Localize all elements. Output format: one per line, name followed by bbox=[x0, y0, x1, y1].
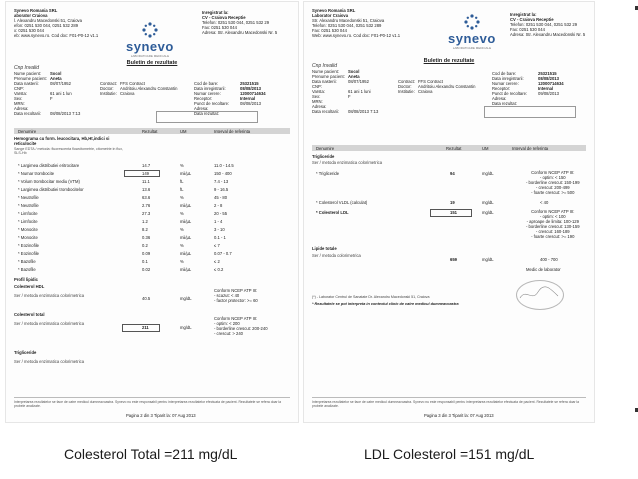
patient-info bbox=[14, 65, 290, 116]
cell-value: 0.2 bbox=[142, 243, 148, 248]
header-name: Denumire bbox=[316, 145, 335, 151]
patient-label: CNP: bbox=[14, 86, 25, 91]
cell-unit: fL bbox=[180, 179, 184, 184]
contract-label: Institutie: bbox=[100, 91, 117, 96]
lab-header-line: Synevo Romania SRL bbox=[312, 8, 356, 13]
registration-line: CV - Craiova Receptie bbox=[202, 15, 246, 20]
code-label: Data rezultat: bbox=[492, 101, 517, 106]
section-title: Hemograma cu form. leucocitara, Hb,Ht,indici si reticulocite bbox=[14, 136, 110, 146]
table-row bbox=[14, 234, 290, 242]
patient-label: MRN: bbox=[312, 99, 323, 104]
cell-value: 63.6 bbox=[142, 195, 151, 200]
table-row bbox=[14, 170, 290, 178]
lab-header-line: Str. Alexandru Macedonski 51, Craiova bbox=[312, 18, 385, 23]
hdl-ref-line: - scazut: < 40 bbox=[214, 293, 240, 298]
cell-unit: % bbox=[180, 259, 184, 264]
contract-label: Contract: bbox=[398, 79, 415, 84]
synevo-logo bbox=[448, 14, 496, 50]
report-footer: Interpretarea rezultatelor se face de catre medicul dumneavoastra. Synevo nu este responsabil pentru interpretarea rezultatelor efectuata de pacient. Rezultatele se refera doar la probele analizate. bbox=[14, 397, 290, 408]
contract-label: Doctor: bbox=[398, 84, 412, 89]
table-row bbox=[14, 162, 290, 170]
code-label: Receptor: bbox=[492, 86, 511, 91]
code-label: Receptor: bbox=[194, 96, 213, 101]
registration-line: Adresa: Str. Alexandru Macedonski Nr. 5 bbox=[510, 32, 586, 37]
patient-label: Varsta: bbox=[14, 91, 27, 96]
synevo-logo bbox=[126, 22, 174, 58]
registration-header bbox=[202, 10, 277, 35]
institution: Craiova bbox=[120, 91, 135, 96]
patient-label: MRN: bbox=[14, 101, 25, 106]
cell-ref: 1 - 4 bbox=[214, 219, 223, 224]
cell-value: 13.6 bbox=[142, 187, 151, 192]
triglyceride-name: * Trigliceride bbox=[316, 171, 340, 176]
lab-header bbox=[14, 8, 98, 38]
lab-report-page-2 bbox=[6, 2, 298, 422]
triglyceride-reference bbox=[526, 170, 580, 195]
cell-name: * Volum trombocitar mediu (VTM) bbox=[18, 179, 80, 184]
cell-name: * Monocite bbox=[18, 227, 38, 232]
lab-header-line: Telefon: 0251 530 044, 0251 532 289 bbox=[312, 23, 382, 28]
lipids-value: 659 bbox=[450, 257, 457, 262]
patient-label: Sex: bbox=[312, 94, 321, 99]
patient-first-name: Aneta bbox=[348, 74, 360, 79]
total-cholesterol-block bbox=[14, 312, 290, 336]
patient-name: Socol bbox=[348, 69, 360, 74]
cnp-invalid-label: Cnp Invalid bbox=[14, 65, 40, 71]
cell-value: 8.2 bbox=[142, 227, 148, 232]
collection-date: 08/08/2013 7:13 bbox=[50, 111, 81, 116]
hdl-unit: mg/dL bbox=[180, 296, 192, 301]
triglyceride-unit: mg/dL bbox=[482, 171, 494, 176]
cell-ref: 3 - 10 bbox=[214, 227, 225, 232]
code-label: Data inregistrarii: bbox=[492, 76, 524, 81]
total-lipids-block bbox=[312, 246, 586, 262]
caption-ldl-cholesterol: LDL Colesterol =151 mg/dL bbox=[364, 446, 535, 462]
patient-first-name: Aneta bbox=[50, 76, 62, 81]
barcode-box bbox=[156, 111, 258, 123]
birth-date: 08/07/1952 bbox=[348, 79, 369, 84]
code-label: Data inregistrarii: bbox=[194, 86, 226, 91]
logo-wordmark: synevo bbox=[126, 39, 174, 54]
cell-name: * Bazofile bbox=[18, 259, 36, 264]
ldl-ref-line: - borderline crescut: 130-159 bbox=[526, 224, 580, 229]
header-result: Rezultat bbox=[446, 145, 462, 151]
patient-label: Prenume pacient: bbox=[14, 76, 47, 81]
cell-unit: fL bbox=[180, 187, 184, 192]
hdl-block bbox=[14, 284, 290, 303]
cholesterol-title: Colesterol total bbox=[14, 312, 45, 317]
table-row bbox=[14, 186, 290, 194]
triglyceride-title: Trigliceride bbox=[312, 154, 335, 159]
code-label: Numar cerere: bbox=[492, 81, 519, 86]
table-row bbox=[14, 178, 290, 186]
ldl-ref-line: - foarte crescut: >= 190 bbox=[531, 234, 575, 239]
cell-name: * Bazofile bbox=[18, 267, 36, 272]
cell-name: * Neutrofile bbox=[18, 203, 39, 208]
hemogram-section bbox=[14, 136, 290, 155]
patient-label: Data nasterii: bbox=[312, 79, 337, 84]
contract-label: Institutie: bbox=[398, 89, 415, 94]
table-row bbox=[14, 226, 290, 234]
doctor-name: Andritoiu Alexandru Constantin bbox=[120, 86, 178, 91]
hdl-title: Colesterol HDL bbox=[14, 284, 45, 289]
lab-header-line: efon: 0251 530 044, 0251 532 289 bbox=[14, 23, 79, 28]
code-label: Cod de bare: bbox=[492, 71, 517, 76]
receptor-value: Internal bbox=[538, 86, 554, 91]
code-label: Data rezultat: bbox=[194, 111, 219, 116]
cell-unit: mii/µL bbox=[180, 203, 192, 208]
page-number: Pagina 3 din 3 Tiparit la: 07 Aug 2013 bbox=[424, 413, 494, 418]
trig-ref-line: - optim: < 150 bbox=[539, 175, 566, 180]
cell-ref: 150 - 400 bbox=[214, 171, 232, 176]
patient-label: Nume pacient: bbox=[14, 71, 41, 76]
cell-ref: 0.07 - 0.7 bbox=[214, 251, 232, 256]
registration-line: Inregistrat la: bbox=[510, 12, 537, 17]
signature-label: Medic de laborator bbox=[526, 267, 561, 272]
trig-ref-line: - foarte crescut: >= 500 bbox=[531, 190, 575, 195]
doctor-name: Andritoiu Alexandru Constantin bbox=[418, 84, 476, 89]
patient-name: Socol bbox=[50, 71, 62, 76]
cell-value: 27.3 bbox=[142, 211, 151, 216]
code-label: Punct de recoltare: bbox=[194, 101, 230, 106]
cell-value: 0.09 bbox=[142, 251, 151, 256]
lab-header-line: eb: www.synevo.ro. Cod doc: F01-P0-12 v1.1 bbox=[14, 33, 99, 38]
vldl-name: * Colesterol VLDL (calculat) bbox=[316, 200, 368, 205]
cell-ref: 9 - 16.5 bbox=[214, 187, 229, 192]
lipid-profile-section bbox=[14, 277, 290, 282]
triglyceride-value: 94 bbox=[450, 171, 455, 176]
code-label: Adresa: bbox=[492, 96, 507, 101]
cell-unit: mii/µL bbox=[180, 219, 192, 224]
triglyceride-method: Ser / metoda enzimatica colorimetrica bbox=[14, 359, 85, 364]
chol-ref-line: - borderline crescut: 200-240 bbox=[214, 326, 268, 331]
chol-ref-line: - optim: < 200 bbox=[214, 321, 240, 326]
triglyceride-block bbox=[14, 350, 290, 364]
profile-title: Profil lipidic bbox=[14, 277, 38, 282]
ldl-ref-line: - aproape de limita: 100-129 bbox=[526, 219, 579, 224]
hdl-ref-line: Conform NCEP ATP III: bbox=[214, 288, 258, 293]
hdl-reference bbox=[214, 288, 258, 303]
cholesterol-value: 211 bbox=[142, 325, 149, 330]
ldl-ref-line: - optim: < 100 bbox=[539, 214, 566, 219]
patient-label: Data recoltarii: bbox=[14, 111, 41, 116]
request-number: 12000714634 bbox=[538, 81, 564, 86]
lab-header-line: x: 0251 530 044 bbox=[14, 28, 45, 33]
cell-value: 1.2 bbox=[142, 219, 148, 224]
report-title: Buletin de rezultate bbox=[126, 60, 178, 66]
triglyceride-title: Trigliceride bbox=[14, 350, 37, 355]
cell-value: 0.36 bbox=[142, 235, 151, 240]
cholesterol-unit: mg/dL bbox=[180, 325, 192, 330]
table-row bbox=[14, 250, 290, 258]
results-table-header bbox=[14, 128, 290, 134]
trig-ref-line: - borderline crescut: 150-199 bbox=[526, 180, 580, 185]
cell-unit: % bbox=[180, 227, 184, 232]
trig-ref-line: - crescut: 200-499 bbox=[535, 185, 570, 190]
contract-label: Contract: bbox=[100, 81, 117, 86]
cell-unit: mii/µL bbox=[180, 235, 192, 240]
cell-value: 0.02 bbox=[142, 267, 151, 272]
lab-header bbox=[312, 8, 400, 38]
ldl-name: * Colesterol LDL bbox=[316, 210, 349, 215]
patient-label: Nume pacient: bbox=[312, 69, 339, 74]
registration-line: Fax: 0251 530 044 bbox=[202, 25, 237, 30]
patient-sex: F bbox=[50, 96, 53, 101]
table-row bbox=[14, 194, 290, 202]
registration-line: Telefon: 0251 530 044, 0251 532 29 bbox=[202, 20, 270, 25]
cell-ref: ≤ 7 bbox=[214, 243, 220, 248]
header-reference: Interval de referinta bbox=[512, 145, 549, 151]
cell-unit: mii/µL bbox=[180, 267, 192, 272]
patient-label: Varsta: bbox=[312, 89, 325, 94]
chol-ref-line: Conform NCEP ATP III: bbox=[214, 316, 258, 321]
cholesterol-value-box bbox=[122, 324, 160, 332]
table-row bbox=[14, 266, 290, 274]
lab-header-line: Synevo Romania SRL bbox=[14, 8, 58, 13]
cell-unit: % bbox=[180, 211, 184, 216]
barcode-value: 25321515 bbox=[538, 71, 557, 76]
cell-ref: 0.1 - 1 bbox=[214, 235, 226, 240]
cell-name: * Largimea distributiei eritrocitare bbox=[18, 163, 80, 168]
ldl-reference bbox=[526, 209, 580, 239]
contract-label: Doctor: bbox=[100, 86, 114, 91]
request-number: 12000714634 bbox=[240, 91, 266, 96]
result-date: 08/08/2013 bbox=[240, 101, 261, 106]
cell-name: * Limfocite bbox=[18, 211, 38, 216]
registration-line: Inregistrat la: bbox=[202, 10, 229, 15]
chol-ref-line: - crescut: > 240 bbox=[214, 331, 243, 336]
cell-value: 149 bbox=[142, 171, 149, 176]
triglyceride-method: Ser / metoda enzimatica colorimetrica bbox=[312, 160, 383, 165]
registration-date: 08/08/2013 bbox=[240, 86, 261, 91]
footnote-interpretation: * Rezultatele se pot interpreta in contextul clinic de catre medicul dumneavoastra bbox=[312, 302, 459, 306]
ldl-value: 151 bbox=[450, 210, 457, 215]
cell-name: * Eozinofile bbox=[18, 243, 39, 248]
registration-line: Telefon: 0251 530 044, 0251 532 29 bbox=[510, 22, 578, 27]
cell-value: 2.76 bbox=[142, 203, 151, 208]
cell-value: 0.1 bbox=[142, 259, 148, 264]
hdl-method: Ser / metoda enzimatica colorimetrica bbox=[14, 293, 85, 298]
cell-name: * Eozinofile bbox=[18, 251, 39, 256]
trig-ref-line: Conform NCEP ATP III: bbox=[531, 170, 575, 175]
patient-label: Data nasterii: bbox=[14, 81, 39, 86]
cell-name: * Largimea distributiei trombocitelor bbox=[18, 187, 84, 192]
cell-unit: % bbox=[180, 163, 184, 168]
patient-label: Data recoltarii: bbox=[312, 109, 339, 114]
table-row bbox=[14, 218, 290, 226]
signature-scribble bbox=[518, 284, 560, 304]
logo-subtitle: LABORATOARE MEDICALE bbox=[130, 54, 170, 58]
logo-subtitle: LABORATOARE MEDICALE bbox=[452, 46, 492, 50]
ldl-unit: mg/dL bbox=[482, 210, 494, 215]
cholesterol-reference bbox=[214, 316, 268, 336]
table-row bbox=[14, 210, 290, 218]
registration-header bbox=[510, 12, 585, 37]
vldl-value: 19 bbox=[450, 200, 455, 205]
cnp-invalid-label: Cnp Invalid bbox=[312, 63, 338, 69]
lab-report-page-3 bbox=[304, 2, 594, 422]
code-label: Adresa: bbox=[194, 106, 209, 111]
birth-date: 08/07/1952 bbox=[50, 81, 71, 86]
cell-unit: % bbox=[180, 243, 184, 248]
hdl-value: 40.5 bbox=[142, 296, 151, 301]
patient-label: Prenume pacient: bbox=[312, 74, 345, 79]
cell-ref: 20 - 55 bbox=[214, 211, 228, 216]
cell-name: * Limfocite bbox=[18, 219, 38, 224]
registration-date: 08/08/2013 bbox=[538, 76, 559, 81]
header-unit: UM bbox=[180, 128, 187, 134]
lab-header-line: Web: www.synevo.ro. Cod doc: F01-P0-12 v1.1 bbox=[312, 33, 401, 38]
hdl-ref-line: - factor protector: >= 60 bbox=[214, 298, 258, 303]
header-reference: Interval de referinta bbox=[214, 128, 251, 134]
lipids-unit: mg/dL bbox=[482, 257, 494, 262]
table-row bbox=[14, 258, 290, 266]
cell-unit: mii/µL bbox=[180, 251, 192, 256]
lab-header-line: l. Alexandru Macedonski 51, Craiova bbox=[14, 18, 82, 23]
registration-line: Adresa: Str. Alexandru Macedonski Nr. 5 bbox=[202, 30, 278, 35]
table-row bbox=[14, 242, 290, 250]
barcode-box bbox=[484, 106, 576, 118]
patient-label: CNP: bbox=[312, 84, 323, 89]
registration-line: Fax: 0251 530 044 bbox=[510, 27, 545, 32]
report-title: Buletin de rezultate bbox=[423, 58, 475, 64]
collection-date: 08/08/2013 7:13 bbox=[348, 109, 379, 114]
cell-unit: mii/µL bbox=[180, 171, 192, 176]
ldl-ref-line: - crescut: 160-189 bbox=[535, 229, 570, 234]
caption-total-cholesterol: Colesterol Total =211 mg/dL bbox=[64, 446, 238, 462]
cell-value: 11.1 bbox=[142, 179, 150, 184]
vldl-reference: < 40 bbox=[540, 200, 549, 205]
code-label: Cod de bare: bbox=[194, 81, 219, 86]
patient-label: Adresa: bbox=[312, 104, 327, 109]
cell-ref: 2 - 8 bbox=[214, 203, 223, 208]
patient-label: Adresa: bbox=[14, 106, 29, 111]
section-method: Sange EDTA / metoda: fluorescenta flowcitometrie, citometrie in flux, SLS-Hb bbox=[14, 147, 123, 155]
results-table-header bbox=[312, 145, 586, 151]
lipids-title: Lipide totale bbox=[312, 246, 337, 251]
cell-name: * Monocite bbox=[18, 235, 38, 240]
cholesterol-method: Ser / metoda enzimatica colorimetrica bbox=[14, 321, 85, 326]
code-label: Numar cerere: bbox=[194, 91, 221, 96]
table-row bbox=[14, 202, 290, 210]
synevo-logo-icon bbox=[142, 22, 158, 38]
flagged-value-box bbox=[124, 170, 160, 177]
cell-name: * Numar trombocite bbox=[18, 171, 55, 176]
header-unit: UM bbox=[482, 145, 489, 151]
synevo-logo-icon bbox=[464, 14, 480, 30]
cell-ref: 11.0 - 14.5 bbox=[214, 163, 234, 168]
patient-info bbox=[312, 63, 586, 114]
header-name: Denumire bbox=[18, 128, 37, 134]
triglyceride-block bbox=[312, 154, 586, 195]
patient-sex: F bbox=[348, 94, 351, 99]
patient-label: Sex: bbox=[14, 96, 23, 101]
page-number: Pagina 2 din 3 Tiparit la: 07 Aug 2013 bbox=[126, 413, 196, 418]
lab-header-line: Laborator Craiova bbox=[312, 13, 349, 18]
barcode-value: 25321515 bbox=[240, 81, 259, 86]
cell-value: 14.7 bbox=[142, 163, 151, 168]
report-footer: Interpretarea rezultatelor se face de catre medicul dumneavoastra. Synevo nu este responsabil pentru interpretarea rezultatelor efectuata de pacient. Rezultatele se refera doar la probele analizate. bbox=[312, 397, 586, 408]
cell-ref: ≤ 0.2 bbox=[214, 267, 224, 272]
footnote-lab: (*) - Laborator Centrul de Sanatate Dr. Alexandru Macedonski 51, Craiova bbox=[312, 295, 430, 299]
logo-wordmark: synevo bbox=[448, 31, 496, 46]
contract-value: FFS Contract bbox=[418, 79, 443, 84]
ldl-ref-line: Conform NCEP ATP III: bbox=[531, 209, 575, 214]
cell-ref: 45 - 80 bbox=[214, 195, 228, 200]
registration-line: CV - Craiova Receptie bbox=[510, 17, 554, 22]
receptor-value: Internal bbox=[240, 96, 256, 101]
lab-header-line: Fax: 0251 530 044 bbox=[312, 28, 347, 33]
vldl-unit: mg/dL bbox=[482, 200, 494, 205]
patient-age: 61 ani 1 luni bbox=[348, 89, 371, 94]
lipids-method: Ser / metoda colorimetrica bbox=[312, 253, 361, 258]
header-result: Rezultat bbox=[142, 128, 158, 134]
lipids-reference: 400 - 700 bbox=[540, 257, 558, 262]
result-date: 09/08/2013 bbox=[538, 91, 559, 96]
cell-ref: ≤ 2 bbox=[214, 259, 220, 264]
cell-name: * Neutrofile bbox=[18, 195, 39, 200]
code-label: Punct de recoltare: bbox=[492, 91, 528, 96]
institution: Craiova bbox=[418, 89, 433, 94]
contract-value: FFS Contract bbox=[120, 81, 145, 86]
hemogram-rows bbox=[14, 162, 290, 274]
patient-age: 61 ani 1 lun bbox=[50, 91, 72, 96]
cell-unit: % bbox=[180, 195, 184, 200]
lab-header-line: aborator Craiova bbox=[14, 13, 48, 18]
cell-ref: 7.4 - 13 bbox=[214, 179, 229, 184]
